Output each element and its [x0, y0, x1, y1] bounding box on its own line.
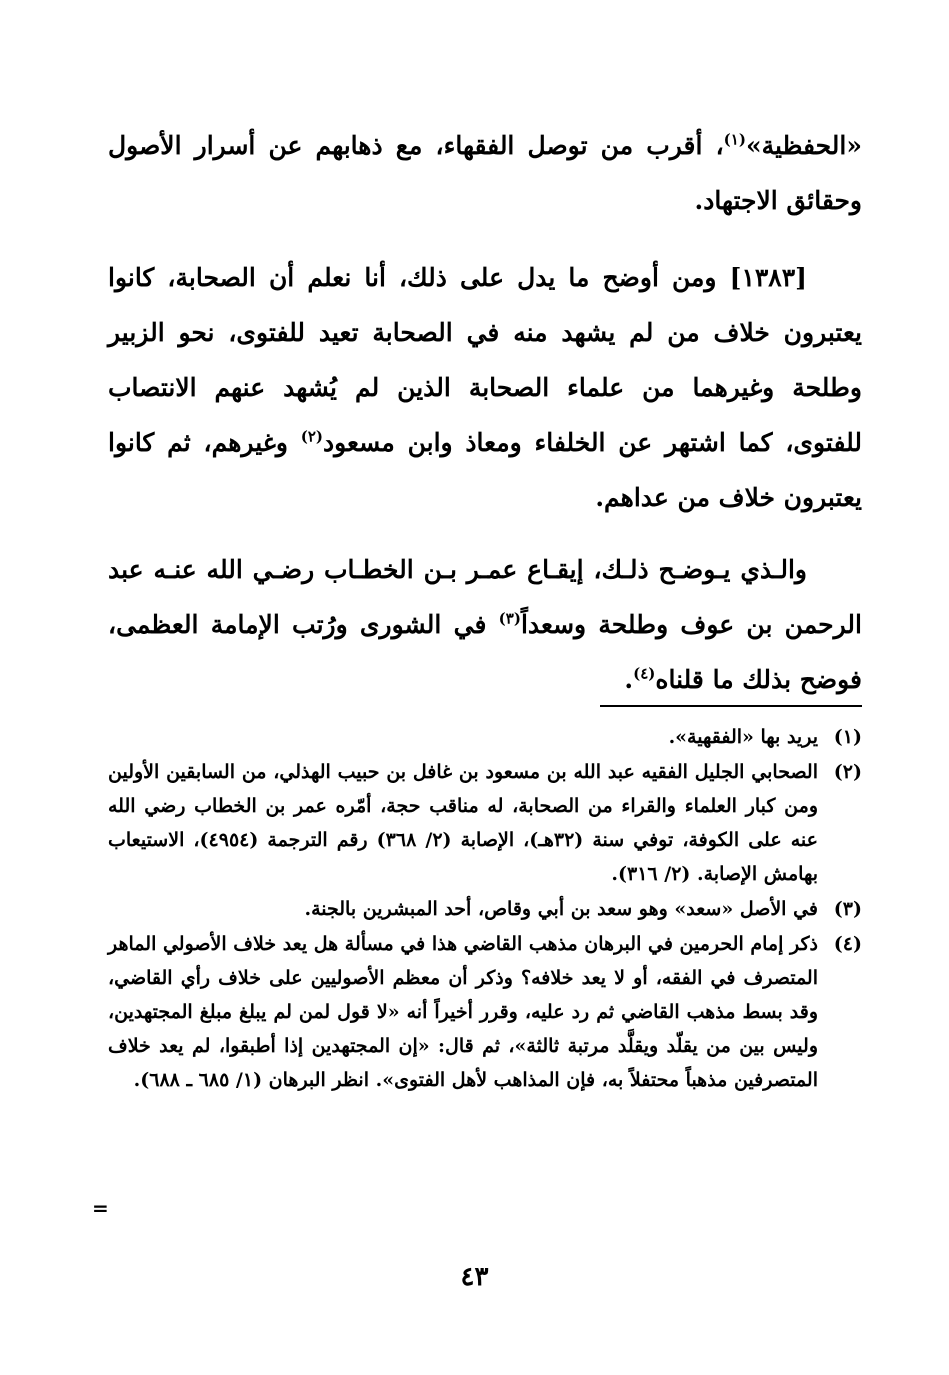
footnote-number: (٢)	[833, 761, 862, 783]
footnote-ref: (٢)	[300, 427, 323, 446]
footnote-2	[108, 755, 862, 891]
paragraph-text: والـذي يـوضـح ذلـك، إيقـاع عمـر بـن الخطـاب رضـي الله عنـه عبد الرحمن بن عوف وطلحة وسعداً	[108, 555, 862, 639]
footnote-3	[108, 892, 862, 926]
footnotes	[108, 720, 862, 1098]
footnote-ref: (١)	[723, 130, 746, 149]
footnote-4	[108, 927, 862, 1097]
paragraph-text: [١٣٨٣] ومن أوضح ما يدل على ذلك، أنا نعلم أن الصحابة، كانوا يعتبرون خلاف من لم يشهد منه في الصحابة تعيد للفتوى، نحو الزبير وطلحة وغيرهما من علماء الصحابة الذين لم يُشهد عنهم الانتصاب للفتوى، كما اشتهر عن الخلفاء ومعاذ وابن مسعود	[108, 263, 862, 457]
footnote-ref: (٣)	[498, 609, 521, 628]
body-paragraph-1	[108, 118, 862, 228]
footnote-text: ذكر إمام الحرمين في البرهان مذهب القاضي هذا في مسألة هل يعد خلاف الأصولي الماهر المتصرف في الفقه، أو لا يعد خلافه؟ وذكر أن معظم الأصوليين على خلاف رأي القاضي، وقد بسط مذهب القاضي ثم رد عليه، وقرر أخيراً أنه «لا قول لمن لم يبلغ مبلغ المجتهدين، وليس بين من يقلّد ويقلَّد مرتبة ثالثة»، ثم قال: «إن المجتهدين إذا أطبقوا، لم يعد خلاف المتصرفين مذهباً محتفلاً به، فإن المذاهب لأهل الفتوى». انظر البرهان (١/ ٦٨٥ ـ ٦٨٨).	[108, 933, 818, 1091]
body-paragraph-3	[108, 542, 862, 707]
paragraph-text: ، أقرب من توصل الفقهاء، مع ذهابهم عن أسرار الأصول وحقائق الاجتهاد.	[108, 131, 862, 215]
body-paragraph-2	[108, 250, 862, 525]
paragraph-text: «الحفظية»	[745, 131, 862, 160]
footnote-number: (٣)	[833, 898, 862, 920]
footnote-text: في الأصل «سعد» وهو سعد بن أبي وقاص، أحد المبشرين بالجنة.	[304, 898, 818, 920]
footnote-number: (١)	[833, 726, 862, 748]
paragraph-text: وغيرهم، ثم كانوا يعتبرون خلاف من عداهم.	[108, 428, 862, 512]
footnote-text: يريد بها «الفقهية».	[668, 726, 818, 748]
continuation-mark: =	[92, 1196, 109, 1220]
paragraph-text: .	[624, 665, 634, 694]
footnote-1	[108, 720, 862, 754]
page-number: ٤٣	[460, 1262, 489, 1292]
footnote-number: (٤)	[833, 933, 862, 955]
footnote-text: الصحابي الجليل الفقيه عبد الله بن مسعود بن غافل بن حبيب الهذلي، من السابقين الأولين ومن كبار العلماء والقراء من الصحابة، له مناقب حجة، أمّره عمر بن الخطاب رضي الله عنه على الكوفة، توفي سنة (٣٢هـ)، الإصابة (٢/ ٣٦٨) رقم الترجمة (٤٩٥٤)، الاستيعاب بهامش الإصابة. (٢/ ٣١٦).	[108, 761, 818, 885]
footnote-ref: (٤)	[633, 664, 656, 683]
footnote-separator	[600, 705, 862, 707]
paragraph-text: في الشورى ورُتب الإمامة العظمى، فوضح بذلك ما قلناه	[108, 610, 862, 694]
